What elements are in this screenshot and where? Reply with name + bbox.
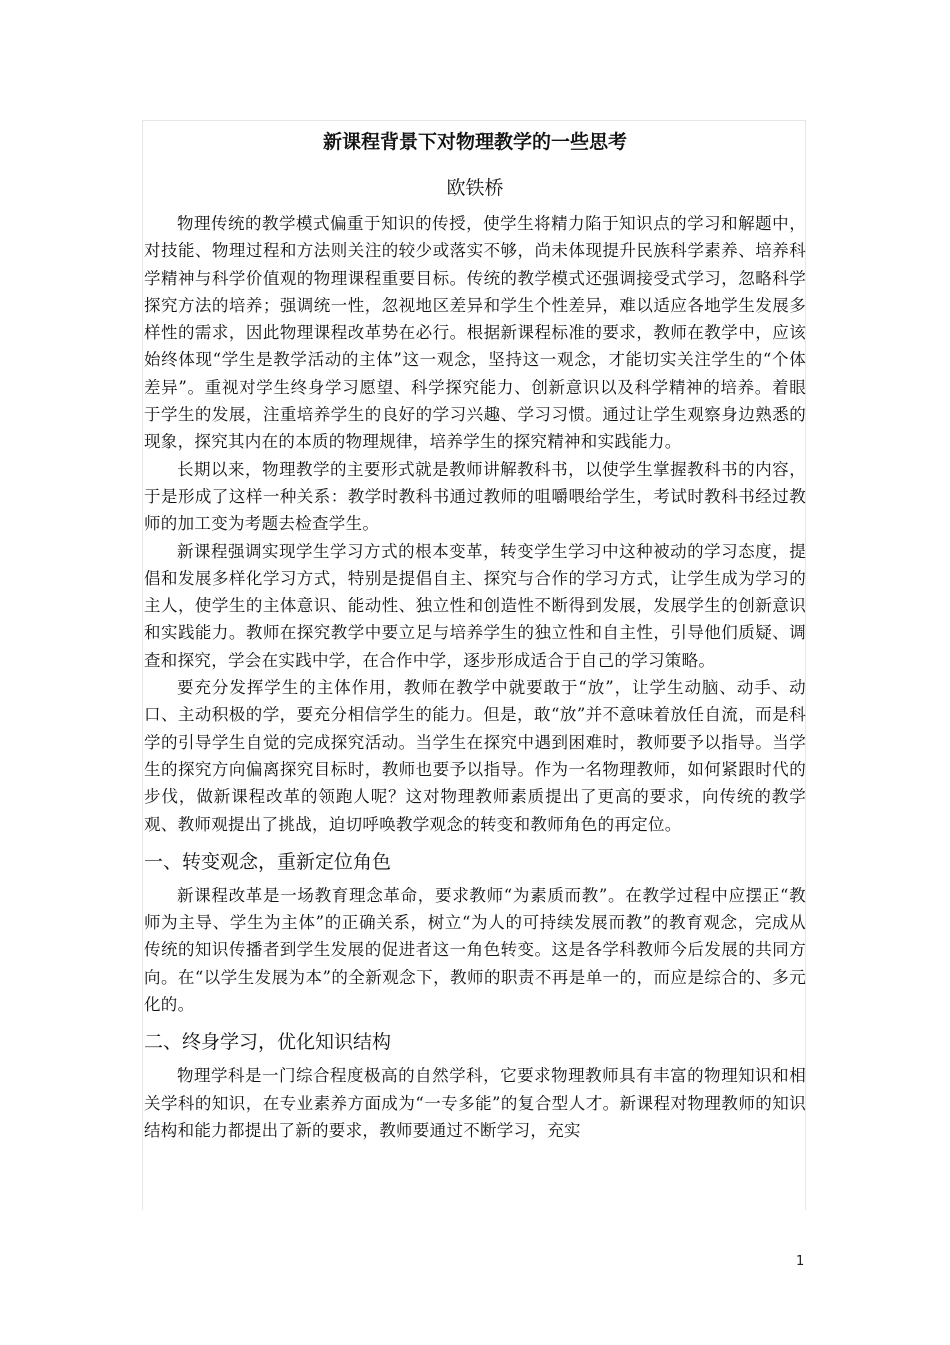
document-body <box>144 122 806 1144</box>
document-title: 新课程背景下对物理教学的一些思考 <box>322 131 627 153</box>
document-author: 欧铁桥 <box>446 177 504 199</box>
paragraph-intro-4: 要充分发挥学生的主体作用，教师在教学中就要敢于“放”，让学生动脑、动手、动口、主动积极的学，要充分相信学生的能力。但是，敢“放”并不意味着放任自流，而是科学的引导学生自觉的完成探究活动。当学生在探究中遇到困难时，教师要予以指导。当学生的探究方向偏离探究目标时，教师也要予以指导。作为一名物理教师，如何紧跟时代的步伐，做新课程改革的领跑人呢？这对物理教师素质提出了更高的要求，向传统的教学观、教师观提出了挑战，迫切呼唤教学观念的转变和教师角色的再定位。 <box>144 678 806 834</box>
section-heading-1: 一、转变观念，重新定位角色 <box>144 850 392 873</box>
paragraph-intro-2: 长期以来，物理教学的主要形式就是教师讲解教科书，以使学生掌握教科书的内容，于是形成了这样一种关系：教学时教科书通过教师的咀嚼喂给学生，考试时教科书经过教师的加工变为考题去检查学生。 <box>144 459 806 534</box>
section-2-paragraph: 物理学科是一门综合程度极高的自然学科，它要求物理教师具有丰富的物理知识和相关学科的知识，在专业素养方面成为“一专多能”的复合型人才。新课程对物理教师的知识结构和能力都提出了新的要求，教师要通过不断学习，充实 <box>144 1066 806 1140</box>
paragraph-intro-3: 新课程强调实现学生学习方式的根本变革，转变学生学习中这种被动的学习态度，提倡和发展多样化学习方式，特别是提倡自主、探究与合作的学习方式，让学生成为学习的主人，使学生的主体意识、能动性、独立性和创造性不断得到发展，发展学生的创新意识和实践能力。教师在探究教学中要立足与培养学生的独立性和自主性，引导他们质疑、调查和探究，学会在实践中学，在合作中学，逐步形成适合于自己的学习策略。 <box>144 541 806 670</box>
section-1-paragraph: 新课程改革是一场教育理念革命，要求教师“为素质而教”。在教学过程中应摆正“教师为主导、学生为主体”的正确关系，树立“为人的可持续发展而教”的教育观念，完成从传统的知识传播者到学生发展的促进者这一角色转变。这是各学科教师今后发展的共同方向。在“以学生发展为本”的全新观念下，教师的职责不再是单一的，而应是综合的、多元化的。 <box>144 885 806 1015</box>
section-heading-2: 二、终身学习，优化知识结构 <box>144 1031 392 1054</box>
page-number: 1 <box>796 1254 805 1269</box>
paragraph-intro-1: 物理传统的教学模式偏重于知识的传授，使学生将精力陷于知识点的学习和解题中，对技能、物理过程和方法则关注的较少或落实不够，尚未体现提升民族科学素养、培养科学精神与科学价值观的物理课程重要目标。传统的教学模式还强调接受式学习，忽略科学探究方法的培养；强调统一性，忽视地区差异和学生个性差异，难以适应各地学生发展多样性的需求，因此物理课程改革势在必行。根据新课程标准的要求，教师在教学中，应该始终体现“学生是教学活动的主体”这一观念，坚持这一观念，才能切实关注学生的“个体差异”。重视对学生终身学习愿望、科学探究能力、创新意识以及科学精神的培养。着眼于学生的发展，注重培养学生的良好的学习兴趣、学习习惯。通过让学生观察身边熟悉的现象，探究其内在的本质的物理规律，培养学生的探究精神和实践能力。 <box>144 214 806 452</box>
